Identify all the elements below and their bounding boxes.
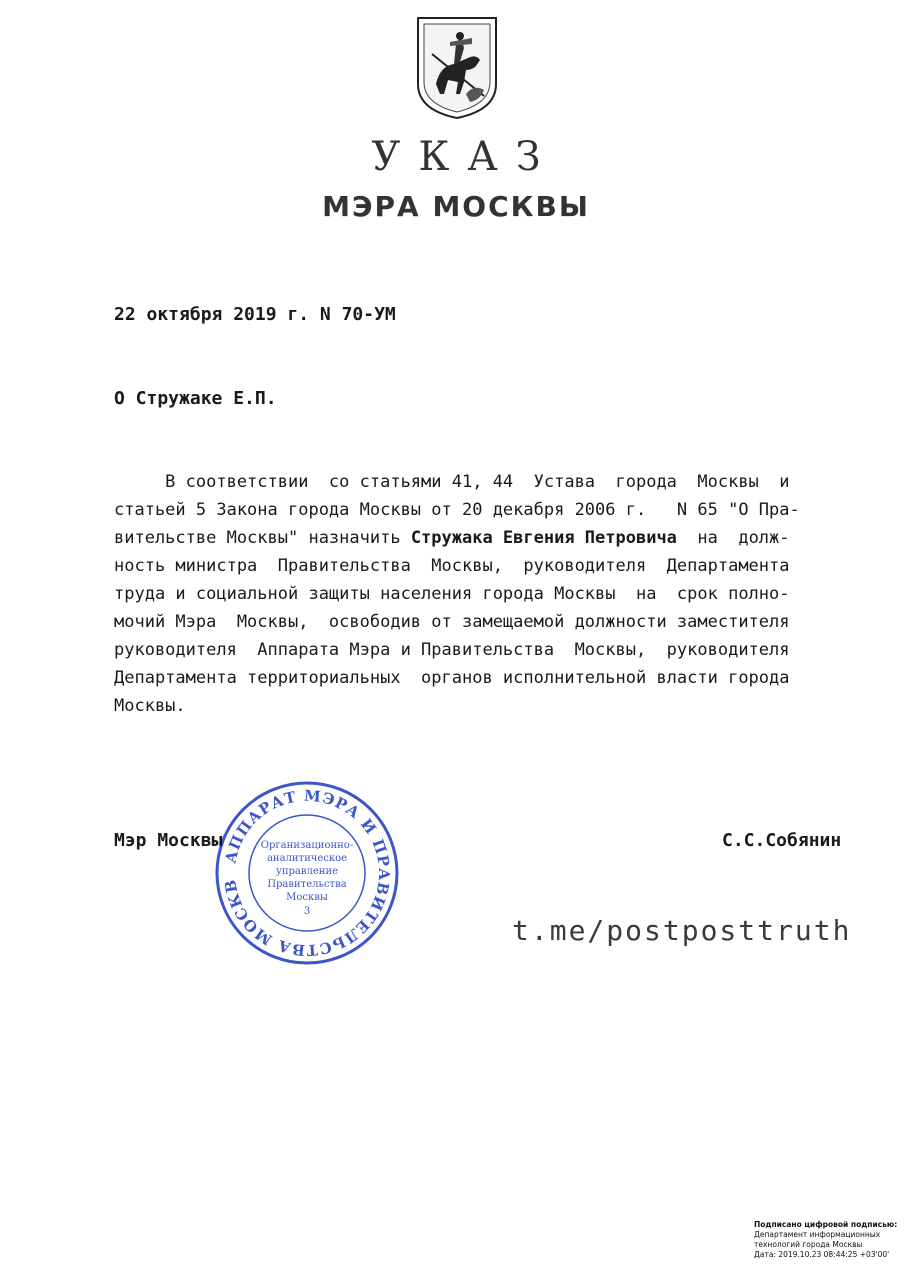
esig-line-4: Дата: 2019.10.23 08:44:25 +03'00' xyxy=(754,1250,890,1259)
body-line-5: труда и социальной защиты населения города Москвы на срок полно- xyxy=(114,584,790,604)
stamp-line-5: Москвы xyxy=(286,892,328,903)
esig-line-1: Подписано цифровой подписью: xyxy=(754,1220,898,1229)
esig-line-2: Департамент информационных xyxy=(754,1230,881,1239)
document-subtitle: МЭРА МОСКВЫ xyxy=(322,190,590,223)
stamp-line-1: Организационно- xyxy=(260,840,354,851)
watermark-text: t.me/postposttruth xyxy=(512,914,852,947)
document-subject: О Стружаке Е.П. xyxy=(114,388,277,409)
document-title: УКАЗ xyxy=(371,134,559,180)
body-line-3 xyxy=(114,528,842,548)
stamp-line-4: Правительства xyxy=(267,879,347,890)
signatory-position: Мэр Москвы xyxy=(114,830,223,851)
digital-signature-note xyxy=(754,1220,904,1260)
body-line-8: Департамента территориальных органов исполнительной власти города xyxy=(114,668,790,688)
stamp-line-6: 3 xyxy=(303,906,311,917)
stamp-ring-text: АППАРАТ МЭРА И ПРАВИТЕЛЬСТВА МОСКВ xyxy=(221,786,394,960)
stamp-line-3: управление xyxy=(275,866,339,877)
official-stamp xyxy=(212,778,402,968)
body-line-2: статьей 5 Закона города Москвы от 20 декабря 2006 г. N 65 "О Пра- xyxy=(114,500,800,520)
esig-line-3: технологий города Москвы xyxy=(754,1240,863,1249)
date-number: 22 октября 2019 г. N 70-УМ xyxy=(114,304,396,325)
body-line-4: ность министра Правительства Москвы, руководителя Департамента xyxy=(114,556,790,576)
body-line-3-tail: на долж- xyxy=(676,528,790,548)
moscow-coat-of-arms-icon xyxy=(414,14,500,120)
appointee-name: Стружака Евгения Петровича xyxy=(410,528,677,548)
body-line-9: Москвы. xyxy=(114,696,186,716)
body-line-7: руководителя Аппарата Мэра и Правительства Москвы, руководителя xyxy=(114,640,790,660)
body-line-6: мочий Мэра Москвы, освободив от замещаемой должности заместителя xyxy=(114,612,790,632)
stamp-line-2: аналитическое xyxy=(266,853,348,864)
body-line-3-start: вительстве Москвы" назначить xyxy=(114,528,411,548)
body-line-1: В соответствии со статьями 41, 44 Устава города Москвы и xyxy=(114,472,790,492)
signatory-name: С.С.Собянин xyxy=(722,830,842,851)
